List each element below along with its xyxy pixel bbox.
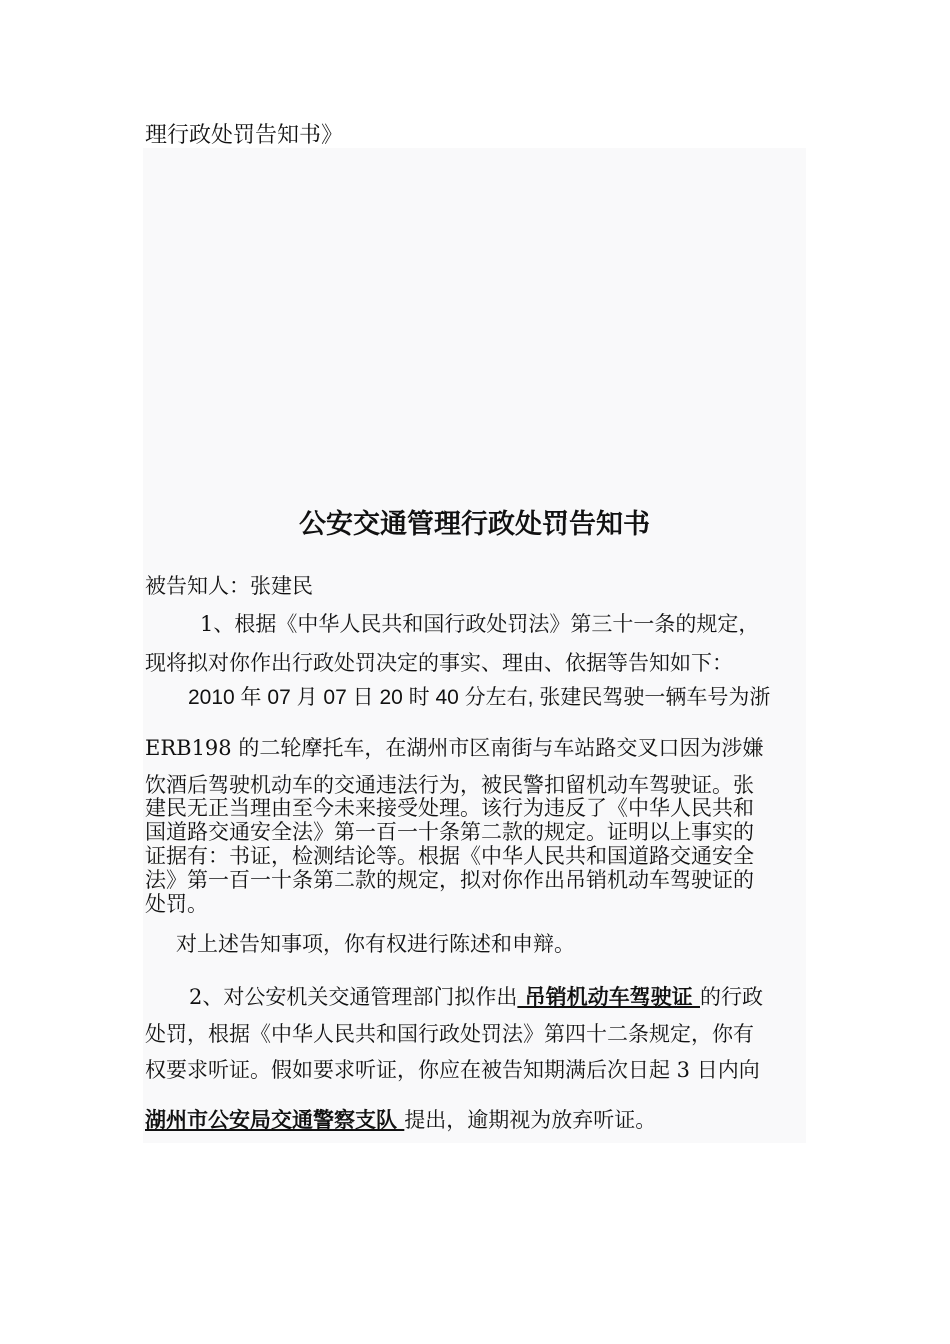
penalty-field: 吊销机动车驾驶证 — [517, 984, 700, 1009]
paragraph-1-line-2: 现将拟对你作出行政处罚决定的事实、理由、依据等告知如下： — [145, 651, 733, 675]
paragraph-2-line-4 — [145, 1107, 656, 1133]
paragraph-2-line-3-text: 权要求听证。假如要求听证，你应在被告知期满后次日起 3 日内向 — [145, 1058, 760, 1082]
rights-statement: 对上述告知事项，你有权进行陈述和申辩。 — [176, 932, 575, 956]
facts-line-8: 处罚。 — [145, 892, 208, 916]
notice-document — [143, 148, 806, 1143]
paragraph-2-line-4-post: 提出，逾期视为放弃听证。 — [404, 1108, 657, 1132]
recipient-line: 被告知人：张建民 — [145, 574, 313, 598]
paragraph-2-line-1-post: 的行政 — [700, 985, 763, 1009]
facts-line-6: 证据有：书证，检测结论等。根据《中华人民共和国道路交通安全 — [145, 844, 754, 868]
facts-line-1: 2010 年 07 月 07 日 20 时 40 分左右, 张建民驾驶一辆车号为浙 — [188, 686, 771, 709]
paragraph-2-line-3 — [145, 1057, 760, 1083]
paragraph-2-line-1-pre: 2、对公安机关交通管理部门拟作出 — [189, 985, 518, 1009]
facts-line-5: 国道路交通安全法》第一百一十条第二款的规定。证明以上事实的 — [145, 820, 754, 844]
paragraph-2-line-2: 处罚，根据《中华人民共和国行政处罚法》第四十二条规定，你有 — [145, 1022, 754, 1046]
previous-page-fragment: 理行政处罚告知书》 — [145, 123, 344, 148]
paragraph-2-line-1 — [189, 984, 763, 1010]
authority-field: 湖州市公安局交通警察支队 — [145, 1107, 405, 1132]
facts-line-7: 法》第一百一十条第二款的规定，拟对你作出吊销机动车驾驶证的 — [145, 868, 754, 892]
facts-line-2: ERB198 的二轮摩托车，在湖州市区南街与车站路交叉口因为涉嫌 — [145, 736, 764, 760]
facts-line-4: 建民无正当理由至今未来接受处理。该行为违反了《中华人民共和 — [145, 796, 754, 820]
paragraph-1-line-1: 1、根据《中华人民共和国行政处罚法》第三十一条的规定， — [200, 612, 760, 636]
document-title: 公安交通管理行政处罚告知书 — [299, 509, 650, 540]
facts-line-3: 饮酒后驾驶机动车的交通违法行为，被民警扣留机动车驾驶证。张 — [145, 773, 754, 797]
